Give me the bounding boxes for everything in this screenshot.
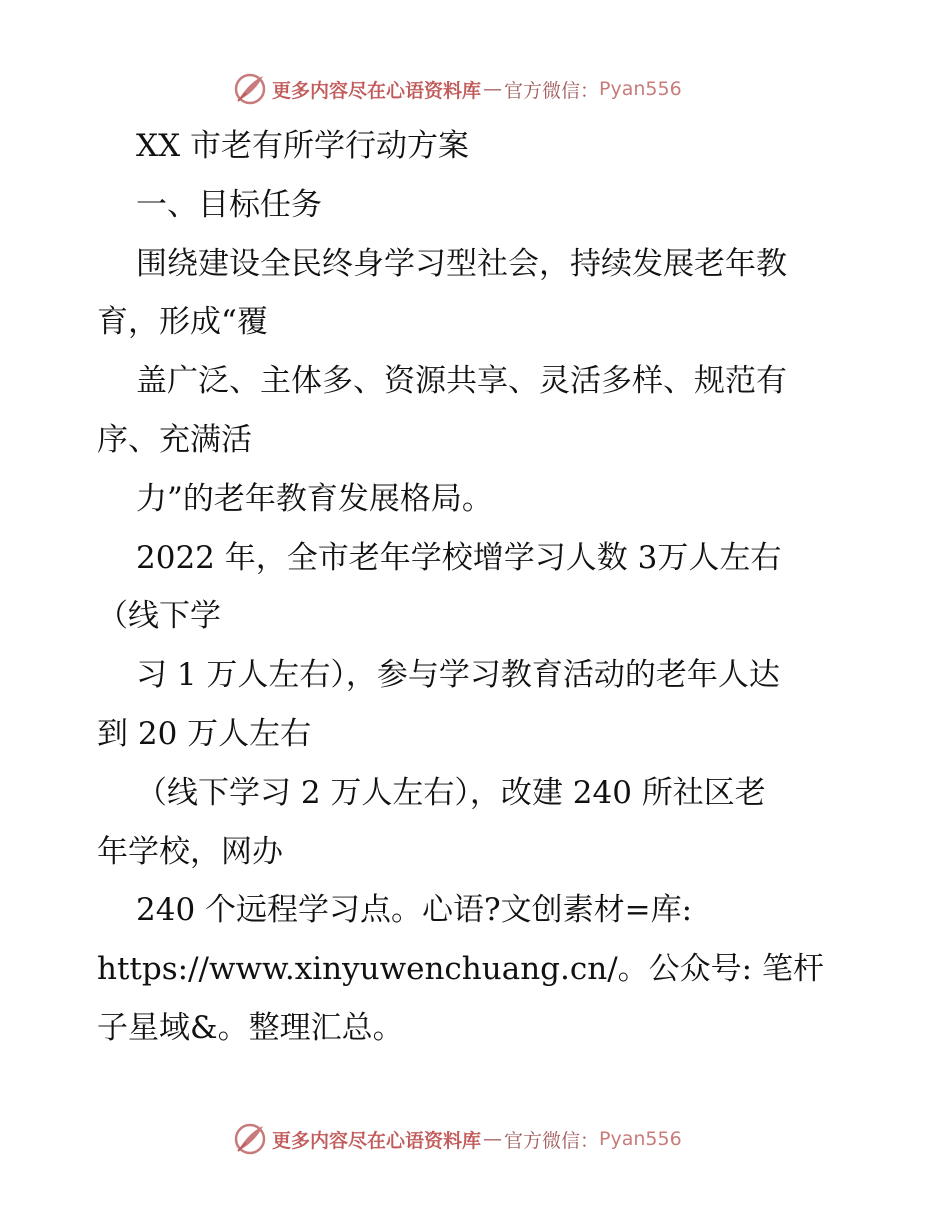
paragraph-line: 240 个远程学习点。心语?文创素材=库: — [136, 892, 693, 928]
banner-dash: — — [483, 78, 503, 100]
banner-dash: — — [483, 1128, 503, 1150]
banner-label: 官方微信： — [504, 1129, 600, 1152]
paragraph-line: 力”的老年教育发展格局。 — [136, 481, 493, 517]
paragraph-line: （线下学 — [97, 598, 221, 634]
header-watermark-banner — [233, 72, 682, 106]
feather-logo-icon — [233, 1122, 267, 1156]
doc-title: XX 市老有所学行动方案 — [136, 128, 469, 164]
banner-text: 更多内容尽在心语资料库 — [272, 79, 482, 102]
paragraph-line: 习 1 万人左右），参与学习教育活动的老年人达 — [136, 657, 780, 693]
banner-account: Pyan556 — [599, 1128, 682, 1150]
paragraph-line: 育，形成“覆 — [97, 304, 268, 340]
paragraph-line: 盖广泛、主体多、资源共享、灵活多样、规范有 — [136, 363, 787, 399]
banner-label: 官方微信： — [504, 79, 600, 102]
paragraph-line: 子星域&。整理汇总。 — [97, 1010, 404, 1046]
paragraph-line: 序、充满活 — [97, 422, 252, 458]
paragraph-line: 2022 年，全市老年学校增学习人数 3万人左右 — [136, 540, 782, 576]
section-heading: 一、目标任务 — [136, 187, 322, 223]
paragraph-line: 围绕建设全民终身学习型社会，持续发展老年教 — [136, 246, 787, 282]
footer-watermark-banner — [233, 1122, 682, 1156]
paragraph-line: https://www.xinyuwenchuang.cn/。公众号: 笔杆 — [97, 951, 824, 987]
paragraph-line: 到 20 万人左右 — [97, 716, 312, 752]
banner-account: Pyan556 — [599, 78, 682, 100]
paragraph-line: 年学校，网办 — [97, 834, 283, 870]
feather-logo-icon — [233, 72, 267, 106]
banner-text: 更多内容尽在心语资料库 — [272, 1129, 482, 1152]
paragraph-line: （线下学习 2 万人左右），改建 240 所社区老 — [136, 775, 766, 811]
